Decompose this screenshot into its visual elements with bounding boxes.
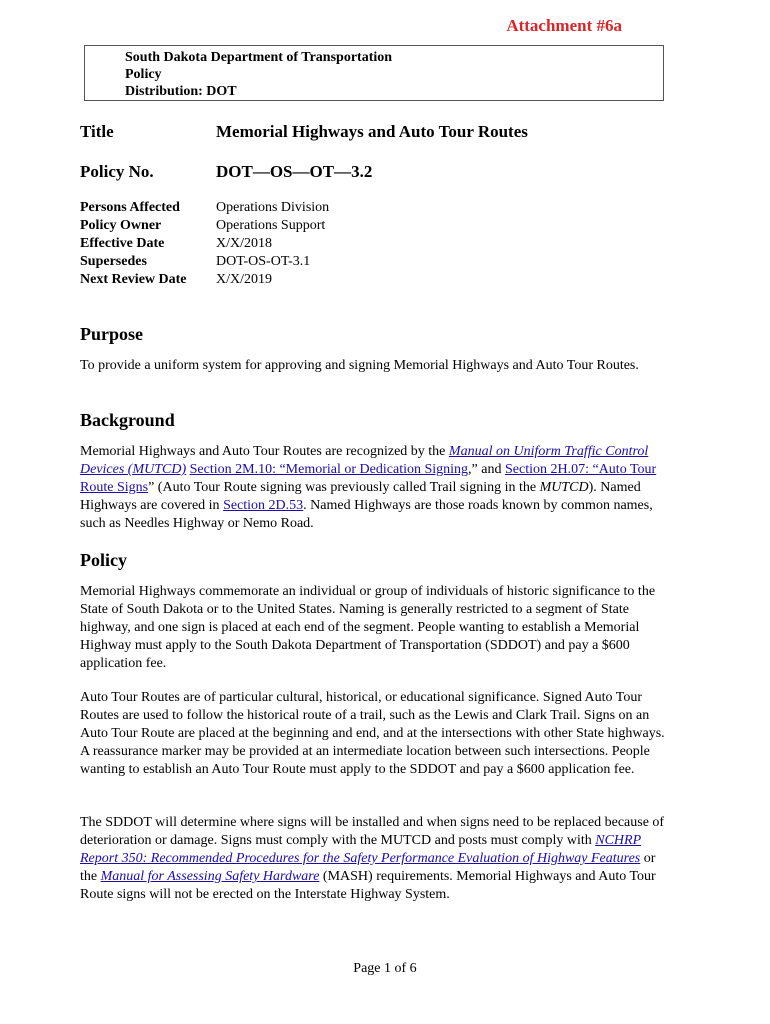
- meta-key: Persons Affected: [80, 200, 180, 215]
- text-run: . Named Highways are those roads known by common names, such as Needles Highway or Nemo Road.: [80, 498, 653, 531]
- meta-row-persons-affected: [80, 199, 580, 217]
- meta-row-effective-date: [80, 235, 580, 253]
- purpose-text: To provide a uniform system for approving and signing Memorial Highways and Auto Tour Routes.: [80, 358, 639, 373]
- text-run: The SDDOT will determine where signs will be installed and when signs need to be replaced because of deterioration or damage. Signs must comply with the MUTCD and posts must comply with: [80, 815, 665, 848]
- meta-key: Supersedes: [80, 254, 147, 269]
- text-run: ” (Auto Tour Route signing was previously called Trail signing in the: [148, 480, 540, 495]
- background-text: [80, 443, 672, 533]
- policy-paragraph-3: [80, 814, 672, 904]
- meta-value: Operations Support: [216, 218, 326, 233]
- header-distribution: Distribution: DOT: [125, 84, 237, 99]
- meta-row-next-review: [80, 271, 580, 289]
- link-section-2h07[interactable]: Section 2H.07: “Auto Tour Route Signs: [80, 462, 657, 495]
- link-nchrp-report-350[interactable]: NCHRP Report 350: Recommended Procedures for the Safety Performance Evaluation of Highway Features: [80, 833, 642, 866]
- header-doctype: Policy: [125, 67, 162, 82]
- background-heading: Background: [80, 410, 175, 430]
- policy-no-value: DOT—OS—OT—3.2: [216, 162, 373, 181]
- text-run: Memorial Highways and Auto Tour Routes are recognized by the: [80, 444, 449, 459]
- meta-key: Effective Date: [80, 236, 165, 251]
- meta-key: Policy Owner: [80, 218, 162, 233]
- policy-meta: [80, 199, 580, 289]
- meta-row-supersedes: [80, 253, 580, 271]
- header-agency: South Dakota Department of Transportation: [125, 50, 393, 65]
- header-box: [84, 45, 664, 101]
- text-run-italic: MUTCD: [539, 480, 589, 495]
- policy-paragraph-2: Auto Tour Routes are of particular cultural, historical, or educational significance. Signed Auto Tour Routes are used to follow the historical route of a trail, such as the Lewis and Clark Trail. Signs on an Auto Tour Route are placed at the beginning and end, and at the intersections with other State highways. A reassurance marker may be provided at an intermediate location between such intersections. People wanting to establish an Auto Tour Route must apply to the SDDOT and pay a $600 application fee.: [80, 690, 665, 777]
- link-section-2m10[interactable]: Section 2M.10: “Memorial or Dedication Signing: [189, 462, 469, 477]
- meta-row-policy-owner: [80, 217, 580, 235]
- meta-value: Operations Division: [216, 200, 330, 215]
- title-value: Memorial Highways and Auto Tour Routes: [216, 122, 528, 141]
- text-run: or the: [80, 851, 656, 884]
- policy-paragraph-1: Memorial Highways commemorate an individual or group of individuals of historic significance to the State of South Dakota or to the United States. Naming is generally restricted to a segment of State highway, and one sign is placed at each end of the segment. People wanting to establish a Memorial Highway must apply to the South Dakota Department of Transportation (SDDOT) and pay a $600 application fee.: [80, 584, 656, 671]
- purpose-heading: Purpose: [80, 324, 143, 344]
- policy-heading: Policy: [80, 550, 127, 570]
- link-section-2d53[interactable]: Section 2D.53: [223, 498, 304, 513]
- attachment-label: Attachment #6a: [506, 16, 622, 35]
- link-mash-manual[interactable]: Manual for Assessing Safety Hardware: [100, 869, 320, 884]
- text-run: (MASH) requirements. Memorial Highways and Auto Tour Route signs will not be erected on the Interstate Highway System.: [80, 869, 656, 902]
- meta-key: Next Review Date: [80, 272, 187, 287]
- text-run: ). Named Highways are covered in: [80, 480, 641, 513]
- meta-value: X/X/2018: [216, 236, 272, 251]
- text-run: ,” and: [468, 462, 505, 477]
- page-number: Page 1 of 6: [353, 961, 417, 976]
- meta-value: DOT-OS-OT-3.1: [216, 254, 311, 269]
- policy-no-label: Policy No.: [80, 162, 154, 181]
- title-label: Title: [80, 122, 114, 141]
- link-mutcd[interactable]: Manual on Uniform Traffic Control Devices (MUTCD): [80, 444, 649, 477]
- meta-value: X/X/2019: [216, 272, 272, 287]
